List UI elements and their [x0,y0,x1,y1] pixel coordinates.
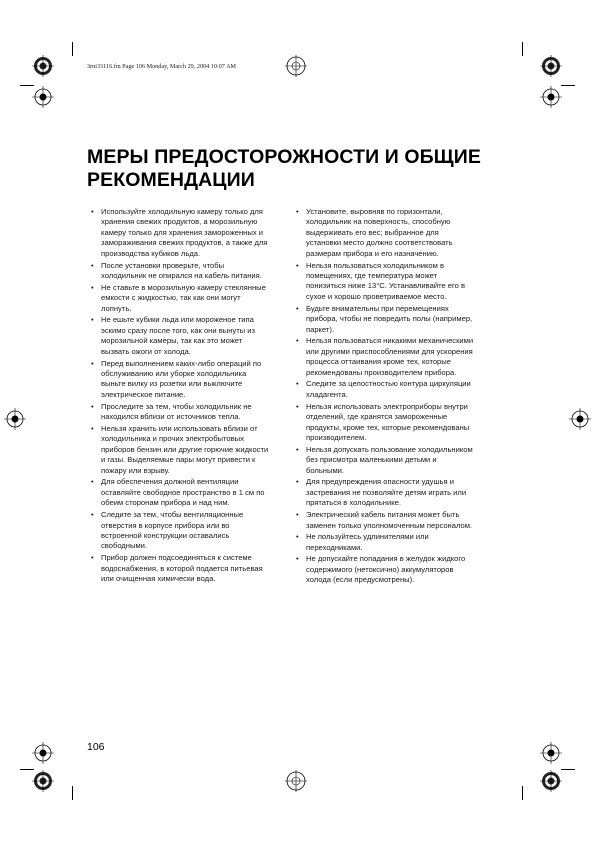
list-item: • Нельзя хранить или использовать вблизи от холодильника и прочих электробытовых приборов бензин или другие горючие жидкости и газы. Выделяемые пары могут привести к пожару или взрыву. [91,424,269,476]
page-number: 106 [87,741,105,753]
list-item: • Используйте холодильную камеру только для хранения свежих продуктов, а морозильную камеру только для хранения замороженных и замораживания свежих продуктов, а также для производства кубиков льда. [91,207,269,259]
crop-mark [522,786,523,800]
registration-mark-icon [32,55,54,77]
list-item: • Проследите за тем, чтобы холодильник не находился вблизи от источников тепла. [91,402,269,423]
print-header: 3rni33116.fm Page 106 Monday, March 29, 2004 10:07 AM [87,63,237,70]
registration-mark-icon [569,408,591,430]
list-item: • Нельзя пользоваться холодильником в помещениях, где температура может понизиться ниже 13°С. Устанавливайте его в сухое и хорошо проветриваемое место. [296,261,474,303]
precautions-list-right [296,207,474,587]
registration-mark-icon [32,742,54,764]
list-item: • После установки проверьте, чтобы холодильник не опирался на кабель питания. [91,261,269,282]
list-item: • Будьте внимательны при перемещениях прибора, чтобы не повредить полы (например, паркет). [296,304,474,335]
list-item: • Следите за тем, чтобы вентиляционные отверстия в корпусе прибора или во встроенной конструкции оставались свободными. [91,510,269,552]
crop-mark [72,786,73,800]
list-item: • Нельзя пользоваться никакими механическими или другими приспособлениями для ускорения процесса оттаивания кроме тех, которые рекомендованы производителем прибора. [296,336,474,378]
registration-mark-icon [32,770,54,792]
registration-mark-icon [285,55,307,77]
registration-mark-icon [540,742,562,764]
crop-mark [20,85,34,86]
list-item: • Прибор должен подсоединяться к системе водоснабжения, в которой подается питьевая или очищенная химически вода. [91,553,269,584]
list-item: • Электрический кабель питания может быть заменен только уполномоченным персоналом. [296,510,474,531]
list-item: • Не пользуйтесь удлинителями или переходниками. [296,532,474,553]
page-title-line: РЕКОМЕНДАЦИИ [87,169,255,191]
page-title-line: МЕРЫ ПРЕДОСТОРОЖНОСТИ И ОБЩИЕ [87,146,481,168]
list-item: • Нельзя использовать электроприборы внутри отделений, где хранятся замороженные продукты, кроме тех, которые рекомендованы производителем. [296,402,474,444]
list-item: • Не ешьте кубики льда или мороженое типа эскимо сразу после того, как они вынуты из морозильной камеры, так как это может вызвать ожоги от холода. [91,315,269,357]
list-item: • Для предупреждения опасности удушья и застревания не позволяйте детям играть или прятаться в холодильнике. [296,477,474,508]
crop-mark [561,85,575,86]
registration-mark-icon [32,86,54,108]
list-item: • Не допускайте попадания в желудок жидкого содержимого (нетоксично) аккумуляторов холода (если предусмотрены). [296,554,474,585]
crop-mark [522,42,523,56]
list-item: • Перед выполнением каких-либо операций по обслуживанию или уборке холодильника выньте вилку из розетки или выключите электрическое питание. [91,359,269,401]
list-item: • Не ставьте в морозильную камеру стеклянные емкости с жидкостью, так как они могут лопнуть. [91,283,269,314]
list-item: • Нельзя допускать пользование холодильником без присмотра маленькими детьми и больными. [296,445,474,476]
registration-mark-icon [285,770,307,792]
precautions-list-left [91,207,269,586]
list-item: • Установите, выровняв по горизонтали, холодильник на поверхность, способную выдерживать его вес; выбранное для установки место должно соответствовать размерам прибора и его назначению. [296,207,474,259]
list-item: • Следите за целостностью контура циркуляции хладагента. [296,379,474,400]
crop-mark [72,42,73,56]
crop-mark [561,769,575,770]
page-title [87,146,507,192]
registration-mark-icon [540,55,562,77]
registration-mark-icon [540,770,562,792]
registration-mark-icon [4,408,26,430]
registration-mark-icon [540,86,562,108]
crop-mark [20,769,34,770]
list-item: • Для обеспечения должной вентиляции оставляйте свободное пространство в 1 см по обеим сторонам прибора и над ним. [91,477,269,508]
